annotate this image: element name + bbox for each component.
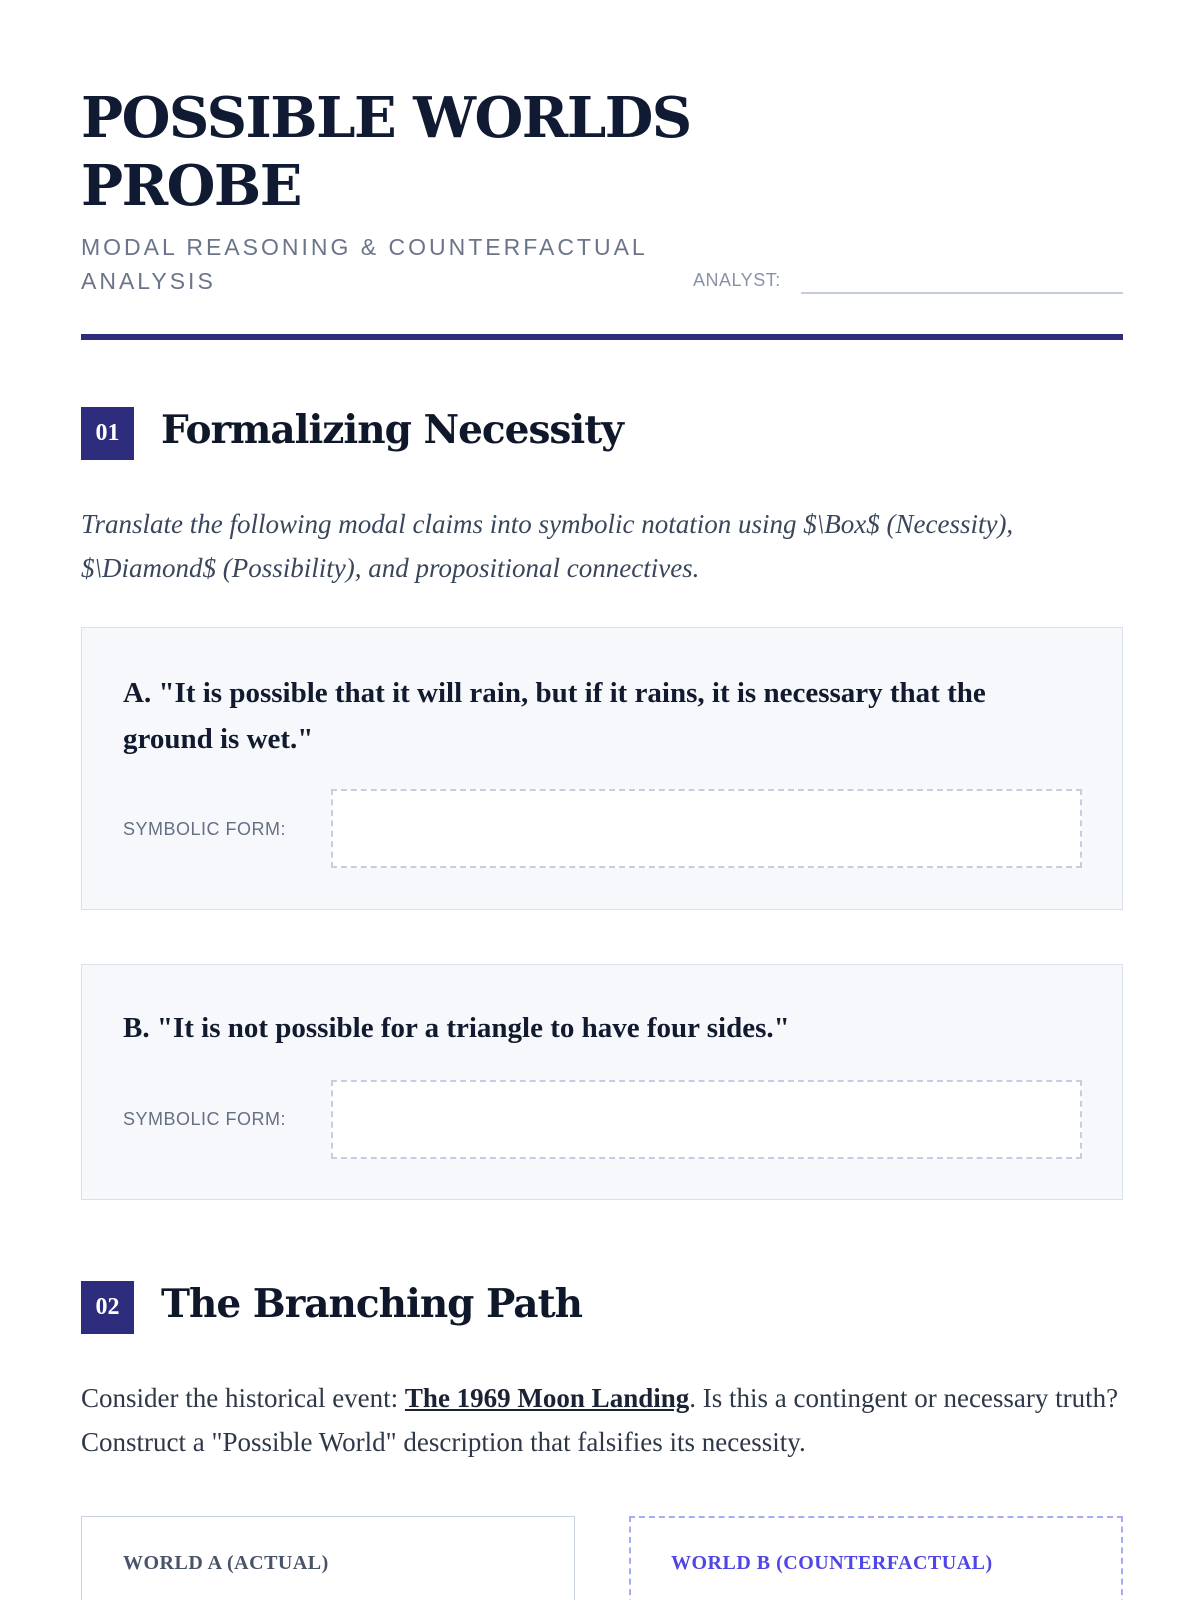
section-instructions: Translate the following modal claims into symbolic notation using $\Box$ (Necessity), $\Diamond$ (Possibility), and propositional connectives. — [81, 509, 1014, 583]
prompt-text: . Is this a contingent or necessary truth? Construct a "Possible World" description that falsifies its necessity. — [81, 1383, 1119, 1457]
question-text: B. "It is not possible for a triangle to have four sides." — [123, 1012, 790, 1044]
question-text: A. "It is possible that it will rain, but if it rains, it is necessary that the ground is wet." — [123, 677, 986, 755]
analyst-name-field[interactable] — [801, 292, 1123, 294]
section-title: The Branching Path — [161, 1281, 582, 1327]
page-subtitle: MODAL REASONING & COUNTERFACTUAL ANALYSIS — [81, 234, 647, 294]
header-divider — [81, 334, 1123, 340]
page-title: POSSIBLE WORLDS PROBE — [81, 85, 691, 219]
section-prompt — [81, 1376, 1123, 1464]
symbolic-form-input[interactable] — [331, 789, 1082, 868]
question-card — [81, 627, 1123, 910]
section-number-badge: 02 — [81, 1281, 134, 1334]
world-a-label: WORLD A (ACTUAL) — [123, 1552, 329, 1574]
question-card — [81, 964, 1123, 1200]
section-number-badge: 01 — [81, 407, 134, 460]
prompt-text: Consider the historical event: — [81, 1383, 405, 1413]
symbolic-form-input[interactable] — [331, 1080, 1082, 1159]
world-b-panel[interactable] — [629, 1516, 1123, 1600]
section-title: Formalizing Necessity — [161, 407, 623, 453]
symbolic-form-label: SYMBOLIC FORM: — [123, 1109, 287, 1129]
analyst-label: ANALYST: — [693, 270, 781, 290]
event-name: The 1969 Moon Landing — [404, 1383, 690, 1413]
world-a-panel[interactable] — [81, 1516, 575, 1600]
symbolic-form-label: SYMBOLIC FORM: — [123, 819, 287, 839]
world-b-label: WORLD B (COUNTERFACTUAL) — [671, 1552, 993, 1574]
